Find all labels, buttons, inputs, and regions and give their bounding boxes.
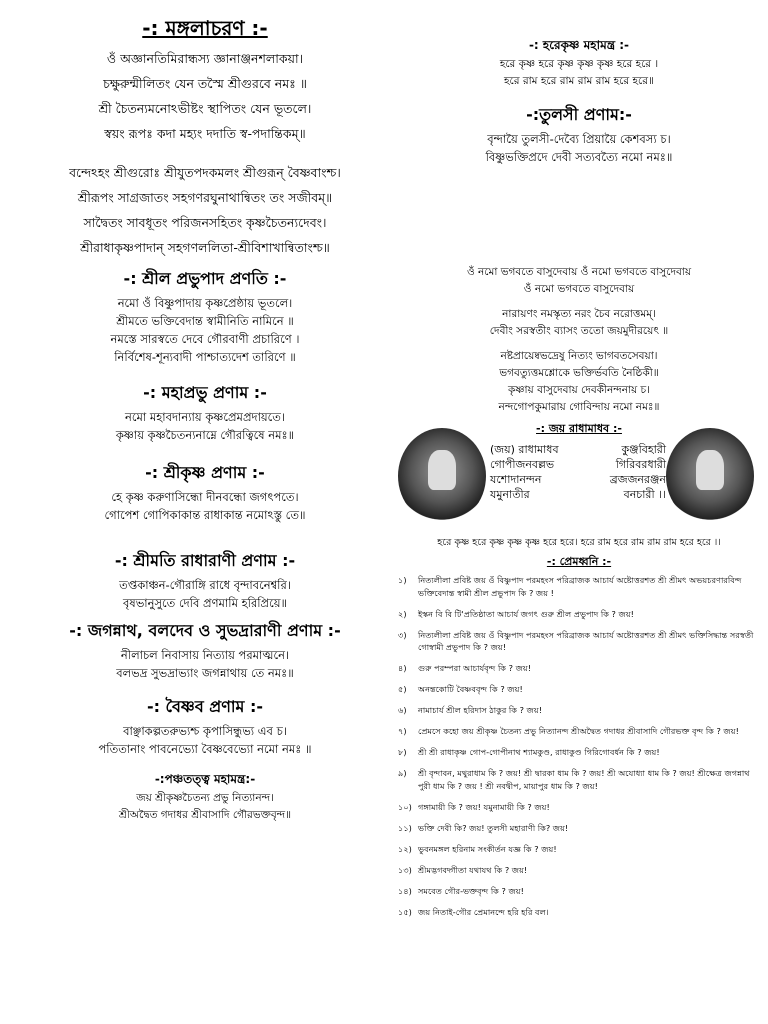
verse-line: ওঁ নমো ভগবতে বাসুদেবায় ওঁ নমো ভগবতে বাসুদেবায় [466,266,692,278]
item-text: শ্রী শ্রী রাধাকৃষ্ণ গোপ-গোপীনাথ শ্যামকুণ্ড, রাধাকুণ্ড গিরিগোবর্ধন কি ? জয়! [418,747,660,758]
verse-line: শ্রীরাধাকৃষ্ণপাদান্ সহগণললিতা-শ্রীবিশাখান্বিতাংশ্চ॥ [80,240,330,255]
section-title: -:তুলসী প্রণাম:- [526,105,632,124]
premdhvani-item [398,725,760,738]
premdhvani-item [398,885,760,898]
verse-line: তপ্তকাঞ্চন-গৌরাঙ্গি রাধে বৃন্দাবনেশ্বরি। [119,578,291,592]
verse-line: দেবীং সরস্বতীং ব্যাসং ততো জয়মুদীরয়েৎ ॥ [489,325,669,337]
item-number: ১৫) [398,906,412,917]
item-text: নিত্যলীলা প্রবিষ্ট জয় ওঁ বিষ্ণুপাদ পরমহংস পরিব্রাজক আচার্য অষ্টোত্তরশত শ্রী শ্রীমৎ ভক্তিসিদ্ধান্ত সরস্বতী গোস্বামী প্রভুপাদ কি ? জয়! [418,629,754,653]
prayer-section [20,160,390,260]
verse-line: শ্রীঅদ্বৈত গদাধর শ্রীবাসাদি গৌরভক্তবৃন্দ॥ [118,809,292,821]
verse-line: শ্রীমতে ভক্তিবেদান্ত স্বামীনিতি নামিনে ॥ [116,314,294,328]
section-title: -:পঞ্চতত্ত্ব মহামন্ত্র:- [154,772,256,786]
deity-name-row [490,442,666,457]
verse-line: স্বয়ং রূপঃ কদা মহ্যং দদাতি স্ব-পদান্তিকম্॥ [104,126,306,141]
item-text: ভক্তি দেবী কি? জয়! তুলসী মহারাণী কি? জয়! [418,822,569,833]
left-column [20,0,390,824]
verse-line: বন্দেঽহং শ্রীগুরোঃ শ্রীযুতপদকমলং শ্রীগুরূন্ বৈষ্ণবাংশ্চ। [69,165,341,180]
item-number: ৭) [398,726,407,737]
verse-line: চক্ষুরুন্মীলিতং যেন তস্মৈ শ্রীগুরবে নমঃ ॥ [103,76,307,91]
item-number: ৩) [398,629,407,640]
deity-name-row [490,487,666,502]
verse-line: জয় শ্রীকৃষ্ণচৈতন্য প্রভু নিত্যানন্দ। [136,792,274,804]
section-title: -: শ্রীল প্রভুপাদ প্রণতি :- [123,269,287,288]
premdhvani-item [398,822,760,835]
verse-line: হরে কৃষ্ণ হরে কৃষ্ণ কৃষ্ণ কৃষ্ণ হরে হরে । [499,58,659,70]
verse-line: পতিতানাং পাবনেভ্যো বৈষ্ণবেভ্যো নমো নমঃ ॥ [98,742,312,756]
premdhvani-item [398,574,760,599]
item-text: অনন্তকোটি বৈষ্ণববৃন্দ কি ? জয়! [418,684,523,695]
section-title: -: মঙ্গলাচরণ :- [142,16,268,40]
item-number: ২) [398,608,407,619]
item-text: নিত্যলীলা প্রবিষ্ট জয় ওঁ বিষ্ণুপাদ পরমহংস পরিব্রাজক আচার্য অষ্টোত্তরশত শ্রী শ্রীমৎ অভয়চরণারবিন্দ ভক্তিবেদান্ত স্বামী শ্রীল প্রভুপাদ কি ? জয় ! [418,575,742,598]
prayer-section [20,768,390,824]
item-number: ১৪) [398,885,412,896]
verse-line: নমো মহাবদান্যায় কৃষ্ণপ্রেমপ্রদায়তে। [124,410,286,424]
radha-madhava-names [490,442,666,502]
item-number: ৯) [398,768,407,779]
jaya-radhamadhava-title: -: জয় রাধামাধব :- [536,422,622,435]
prayer-section [398,348,760,416]
item-number: ১) [398,575,407,585]
deity-image-left [398,428,486,524]
deity-name: যশোদানন্দন [490,473,542,486]
premdhvani-item [398,864,760,877]
item-text: নামাচার্য শ্রীল হরিদাস ঠাকুর কি ? জয়! [418,705,542,716]
prayer-section [20,264,390,366]
item-number: ১১) [398,822,412,833]
item-text: গঙ্গামায়ী কি ? জয়! যমুনামায়ী কি ? জয়! [418,801,550,812]
item-text: শ্রী বৃন্দাবন, মথুরাধাম কি ? জয়! শ্রী দ্বারকা ধাম কি ? জয়! শ্রী অযোধ্যা ধাম কি ? জয়! শ্রীক্ষেত্র জগন্নাথ পুরী ধাম কি ? জয় ! শ্রী নবদ্বীপ, মায়াপুর ধাম কি ? জয়! [418,768,750,791]
verse-line: গোপেশ গোপিকাকান্ত রাধাকান্ত নমোঽস্তু তে॥ [104,508,306,522]
verse-line: হে কৃষ্ণ করুণাসিন্ধো দীনবন্ধো জগৎপতে। [111,490,299,504]
verse-line: নমস্তে সারস্বতে দেবে গৌরবাণী প্রচারিণে । [110,332,300,346]
premdhvani-item [398,843,760,856]
section-title: -: শ্রীমতি রাধারাণী প্রণাম :- [114,551,296,570]
prayer-section [20,458,390,524]
verse-line: কৃষ্ণায় কৃষ্ণচৈতন্যনাম্নে গৌরত্বিষে নমঃ॥ [115,428,295,442]
verse-line: বলভদ্র সুভদ্রাভ্যাং জগন্নাথায় তে নমঃ॥ [116,666,294,680]
deity-name: (জয়) রাধামাধব [490,443,559,456]
verse-line: হরে রাম হরে রাম রাম রাম হরে হরে॥ [504,75,654,87]
section-title: -: বৈষ্ণব প্রণাম :- [146,697,264,716]
prayer-section [20,616,390,682]
item-number: ৪) [398,663,407,674]
verse-line: শ্রীরূপং সাগ্রজাতং সহগণরঘুনাথান্বিতং তং সজীবম্॥ [77,190,333,205]
verse-line: বিষ্ণুভক্তিপ্রদে দেবী সত্যবত্যৈ নমো নমঃ॥ [485,150,673,164]
premdhvani-item [398,608,760,621]
item-number: ১০) [398,801,412,812]
deity-image-right [666,428,754,524]
item-text: শ্রীমদ্ভগবদ্গীতা যথাযথ কি ? জয়! [418,864,528,875]
premdhvani-item [398,746,760,759]
verse-line: বৃষভানুসুতে দেবি প্রণমামি হরিপ্রিয়ে॥ [122,596,288,610]
item-number: ৫) [398,684,407,695]
verse-line: নির্বিশেষ-শূন্যবাদী পাশ্চাত্যদেশ তারিণে ॥ [114,350,296,364]
prayer-section [20,10,390,146]
prayer-section [398,34,760,90]
premdhvani-item [398,629,760,654]
right-column [398,0,760,927]
radha-madhava-panel [398,420,760,528]
verse-line: বাঞ্ছাকল্পতরুভ্যশ্চ কৃপাসিন্ধুভ্য এব চ। [123,724,287,738]
deity-name-row [490,472,666,487]
prayer-section [20,378,390,444]
item-number: ৮) [398,747,407,758]
section-title: -: জগন্নাথ, বলদেব ও সুভদ্রারাণী প্রণাম :- [69,621,341,640]
deity-name: ব্রজজনরঞ্জন [609,473,666,486]
item-number: ৬) [398,705,407,716]
verse-line: শ্রী চৈতন্যমনোঽভীষ্টং স্থাপিতং যেন ভূতলে। [98,101,312,116]
deity-name: বনচারী ।। [623,488,666,501]
verse-line: ওঁ নমো ভগবতে বাসুদেবায় [523,283,635,295]
premdhvani-item [398,662,760,675]
section-title: -: মহাপ্রভু প্রণাম :- [143,383,267,402]
deity-name: গোপীজনবল্লভ [490,458,555,471]
premdhvani-item [398,704,760,717]
item-text: প্রেমসে কহো জয় শ্রীকৃষ্ণ চৈতন্য প্রভু নিত্যানন্দ শ্রীঅদ্বৈত গদাধর শ্রীবাসাদি গৌরভক্ত বৃন্দ কি ? জয়! [418,726,739,737]
right-top-sections [398,34,760,416]
premdhvani-title: -: প্রেমধ্বনি :- [546,555,612,568]
deity-name: যমুনাতীর [490,488,530,501]
item-number: ১২) [398,843,412,854]
premdhvani-item [398,767,760,792]
deity-name: কুঞ্জবিহারী [621,443,666,456]
premdhvani-item [398,801,760,814]
verse-line: সাদ্বৈতং সাবধূতং পরিজনসহিতং কৃষ্ণচৈতন্যদেবং। [83,215,327,230]
prayer-section [398,100,760,166]
premdhvani-item [398,906,760,919]
item-text: গুরু পরম্পরা আচার্যবৃন্দ কি ? জয়! [418,663,532,674]
item-text: জয় নিতাই-গৌর প্রেমানন্দে হরি হরি বল। [418,906,549,917]
verse-line: নারায়ণং নমস্কৃত্য নরং চৈব নরোত্তমম্। [502,308,656,320]
prayer-section [398,264,760,298]
verse-line: নীলাচল নিবাসায় নিত্যায় পরমাত্মনে। [120,648,290,662]
deity-name: গিরিবরধারী [615,458,666,471]
premdhvani-item [398,683,760,696]
deity-name-row [490,457,666,472]
section-title: -: হরেকৃষ্ণ মহামন্ত্র :- [528,38,630,52]
verse-line: নষ্টপ্রায়েষ্বভদ্রেষু নিত্যং ভাগবতসেবয়া। [500,350,658,362]
item-number: ১৩) [398,864,412,875]
premdhvani-list [398,574,760,918]
prayer-section [398,306,760,340]
prayer-section [20,546,390,612]
mahamantra-line: হরে কৃষ্ণ হরে কৃষ্ণ কৃষ্ণ কৃষ্ণ হরে হরে। হরে রাম হরে রাম রাম রাম হরে হরে ।। [437,537,721,548]
verse-line: নমো ওঁ বিষ্ণুপাদায় কৃষ্ণপ্রেষ্ঠায় ভূতলে। [117,296,293,310]
prayer-section [20,692,390,758]
verse-line: বৃন্দায়ৈ তুলসী-দেব্যৈ প্রিয়ায়ৈ কেশবস্য চ। [487,132,671,146]
item-text: ইস্কন বি বি টি'প্রতিষ্ঠাতা আচার্য জগৎ গুরু শ্রীল প্রভুপাদ কি ? জয়! [418,608,634,619]
section-title: -: শ্রীকৃষ্ণ প্রণাম :- [145,463,265,482]
verse-line: কৃষ্ণায় বাসুদেবায় দেবকীনন্দনায় চ। [508,384,650,396]
verse-line: ওঁ অজ্ঞানতিমিরান্ধস্য জ্ঞানাঞ্জনশলাকয়া। [106,51,304,66]
verse-line: নন্দগোপকুমারায় গোবিন্দায় নমো নমঃ॥ [498,401,660,413]
item-text: সমবেত গৌর-ভক্তবৃন্দ কি ? জয়! [418,885,524,896]
item-text: ভুবনমঙ্গল হরিনাম সংকীর্তন যজ্ঞ কি ? জয়! [418,843,557,854]
verse-line: ভগবত্যুত্তমশ্লোকে ভক্তির্ভবতি নৈষ্ঠিকী॥ [499,367,659,379]
